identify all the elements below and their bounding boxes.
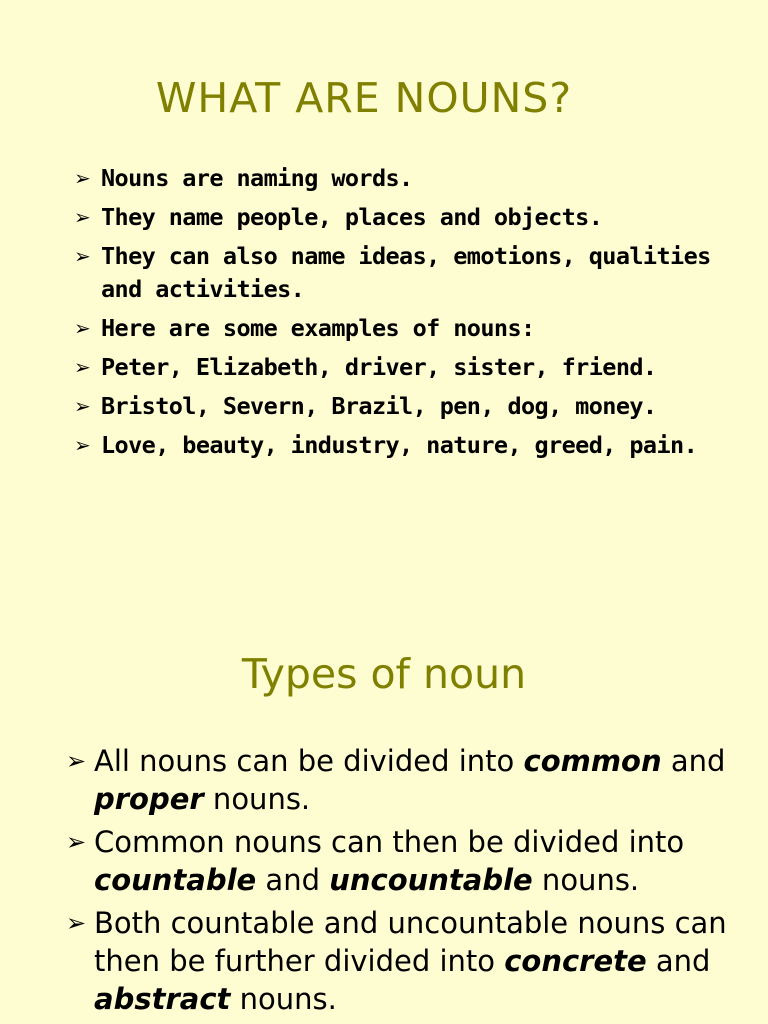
slide-types-of-noun [0, 512, 768, 1024]
list-item [74, 312, 724, 345]
bullet-text: They can also name ideas, emotions, qualities and activities. [101, 242, 711, 303]
arrow-bullet-icon: ➢ [74, 355, 91, 379]
bullet-text: Both countable and uncountable nouns can then be further divided into [94, 906, 727, 978]
list-item [74, 240, 724, 306]
list-item [66, 823, 756, 899]
keyword: concrete [504, 944, 647, 978]
list-item [66, 904, 756, 1018]
arrow-bullet-icon: ➢ [74, 394, 91, 418]
list-item [74, 162, 724, 195]
arrow-bullet-icon: ➢ [66, 747, 87, 775]
arrow-bullet-icon: ➢ [74, 433, 91, 457]
bullet-text: Love, beauty, industry, nature, greed, pain. [101, 431, 698, 459]
arrow-bullet-icon: ➢ [74, 166, 91, 190]
arrow-bullet-icon: ➢ [66, 909, 87, 937]
arrow-bullet-icon: ➢ [74, 205, 91, 229]
list-item [74, 201, 724, 234]
bullet-text: Common nouns can then be divided into [94, 825, 685, 859]
bullet-text: and [646, 944, 711, 978]
keyword: countable [94, 863, 257, 897]
arrow-bullet-icon: ➢ [74, 244, 91, 268]
list-item [66, 742, 756, 818]
slide-title: Types of noun [241, 650, 527, 698]
bullet-list [66, 742, 756, 1023]
bullet-text: All nouns can be divided into [94, 744, 524, 778]
bullet-text: Here are some examples of nouns: [101, 314, 535, 342]
bullet-text: Peter, Elizabeth, driver, sister, friend. [101, 353, 657, 381]
list-item [74, 351, 724, 384]
keyword: abstract [94, 982, 231, 1016]
bullet-list [74, 162, 724, 468]
bullet-text: Bristol, Severn, Brazil, pen, dog, money. [101, 392, 657, 420]
list-item [74, 390, 724, 423]
keyword: proper [94, 782, 204, 816]
bullet-text: and [256, 863, 330, 897]
keyword: uncountable [329, 863, 533, 897]
keyword: common [523, 744, 662, 778]
bullet-text: nouns. [230, 982, 337, 1016]
bullet-text: They name people, places and objects. [101, 203, 603, 231]
arrow-bullet-icon: ➢ [66, 828, 87, 856]
list-item [74, 429, 724, 462]
bullet-text: nouns. [532, 863, 640, 897]
bullet-text: and [661, 744, 726, 778]
bullet-text: Nouns are naming words. [101, 164, 413, 192]
slide-title: WHAT ARE NOUNS? [155, 74, 573, 122]
arrow-bullet-icon: ➢ [74, 316, 91, 340]
bullet-text: nouns. [203, 782, 311, 816]
